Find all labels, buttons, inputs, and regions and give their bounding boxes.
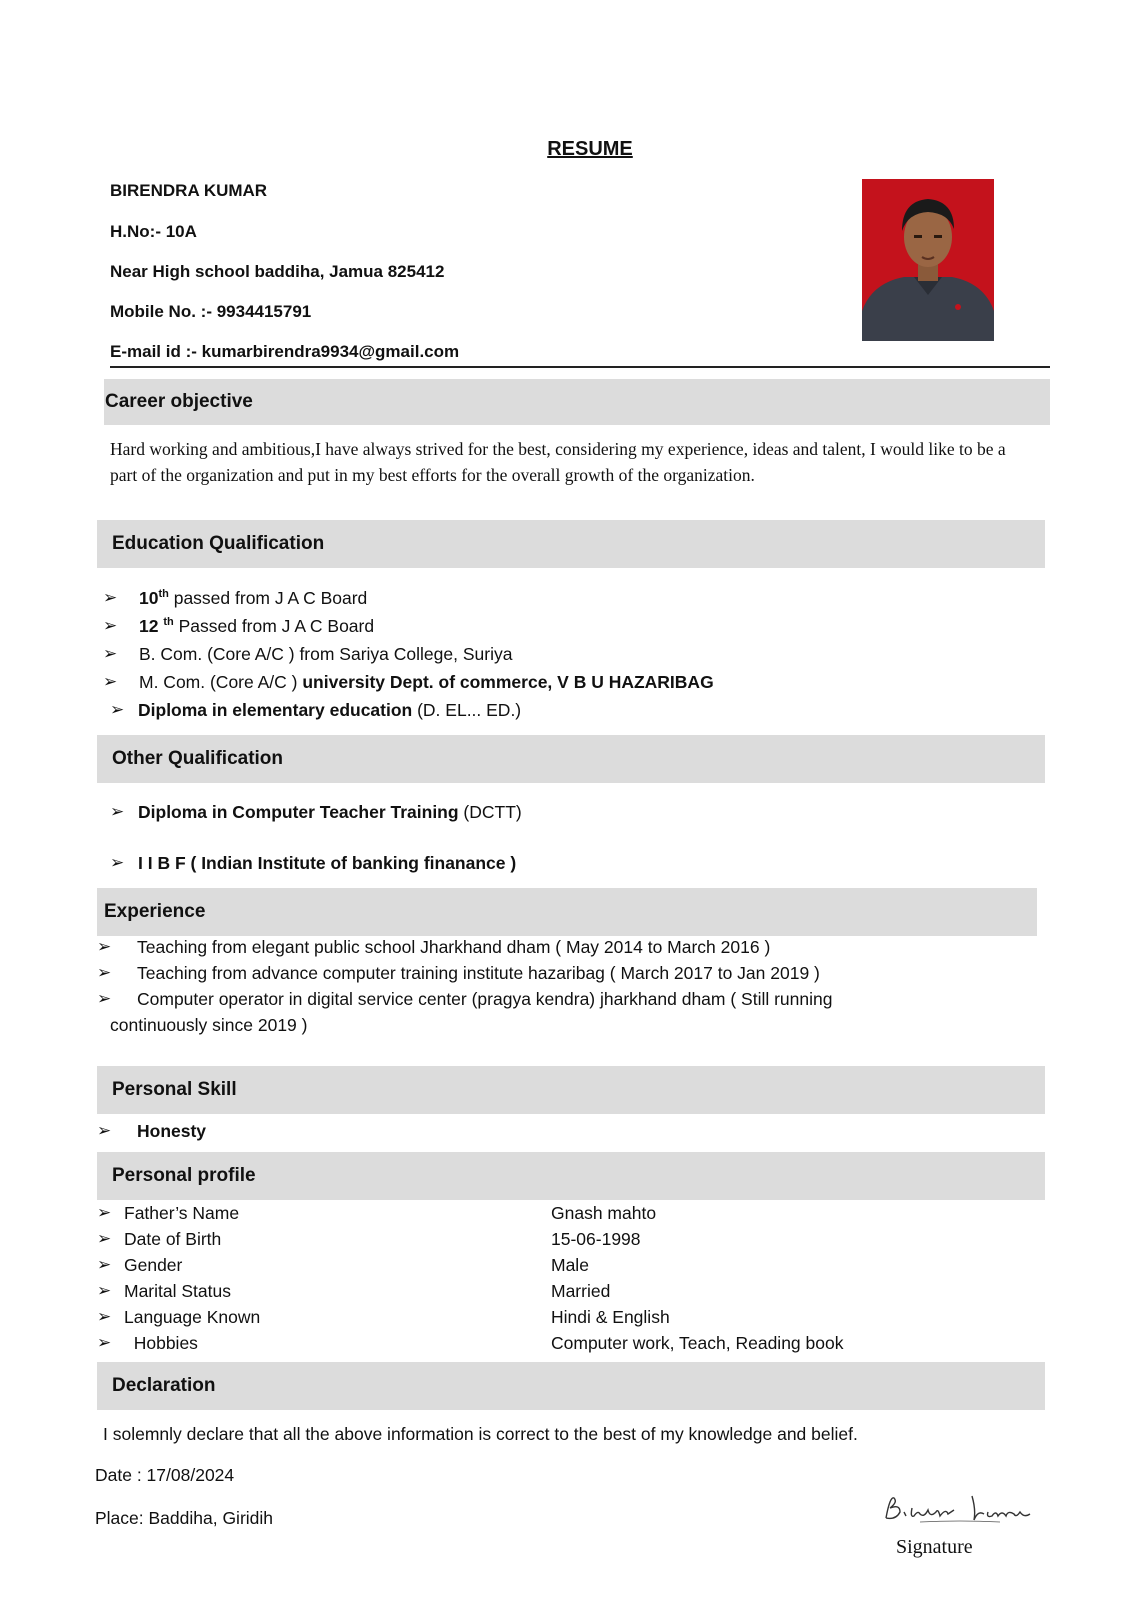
arrowhead-bullet-icon: ➢ — [97, 963, 112, 982]
arrowhead-bullet-icon: ➢ — [103, 588, 118, 607]
arrowhead-bullet-icon: ➢ — [103, 616, 118, 635]
education-heading-label: Education Qualification — [112, 533, 325, 554]
arrowhead-bullet-icon: ➢ — [110, 700, 125, 719]
address: Near High school baddiha, Jamua 825412 — [110, 262, 445, 281]
education-item-text: M. Com. (Core A/C ) — [139, 672, 303, 692]
career-objective-heading-label: Career objective — [105, 391, 253, 412]
arrowhead-bullet-icon: ➢ — [97, 1333, 112, 1352]
experience-item — [97, 937, 770, 958]
declaration-date: Date : 17/08/2024 — [95, 1465, 235, 1485]
arrowhead-bullet-icon: ➢ — [97, 1121, 112, 1140]
education-item — [103, 644, 512, 665]
career-objective-heading — [104, 379, 1050, 425]
other-qualification-heading-label: Other Qualification — [112, 748, 284, 769]
experience-continuation: continuously since 2019 ) — [110, 1015, 308, 1035]
experience-item — [97, 963, 820, 984]
declaration-text: I solemnly declare that all the above information is correct to the best of my knowledge and belief. — [103, 1424, 858, 1444]
other-qualification-item — [110, 802, 522, 823]
profile-value: Gnash mahto — [551, 1203, 657, 1223]
other-qualification-text: (DCTT) — [458, 802, 522, 822]
profile-row — [97, 1255, 182, 1276]
experience-heading — [97, 888, 1037, 936]
skill-item — [97, 1121, 206, 1142]
arrowhead-bullet-icon: ➢ — [110, 802, 125, 821]
experience-item-text: Teaching from advance computer training institute hazaribag ( March 2017 to Jan 2019 ) — [137, 963, 820, 983]
education-item — [103, 672, 714, 693]
education-item-text: passed from J A C Board — [168, 588, 368, 608]
profile-label: Father’s Name — [124, 1203, 240, 1223]
arrowhead-bullet-icon: ➢ — [110, 853, 125, 872]
profile-photo — [862, 179, 994, 341]
other-qualification-bold: I I B F ( Indian Institute of banking finanance ) — [138, 853, 517, 873]
personal-skill-heading-label: Personal Skill — [112, 1079, 237, 1100]
other-qualification-bold: Diploma in Computer Teacher Training — [138, 802, 459, 822]
handwritten-signature — [880, 1490, 1040, 1526]
personal-profile-heading-label: Personal profile — [112, 1165, 256, 1186]
personal-profile-heading — [97, 1152, 1045, 1200]
career-objective-text: Hard working and ambitious,I have always strived for the best, considering my experience, ideas and talent, I would like to be a part of the organization and put in my best efforts for the overall growth of the organization. — [110, 439, 1006, 485]
profile-row — [97, 1203, 239, 1224]
profile-row — [97, 1333, 198, 1354]
education-item-bold: Diploma in elementary education — [138, 700, 413, 720]
education-item — [110, 700, 521, 721]
resume-title: RESUME — [547, 138, 633, 160]
declaration-heading — [97, 1362, 1045, 1410]
candidate-name: BIRENDRA KUMAR — [110, 181, 268, 200]
education-item-bold: university Dept. of commerce, V B U HAZARIBAG — [302, 672, 714, 692]
profile-label: Language Known — [124, 1307, 261, 1327]
personal-skill-heading — [97, 1066, 1045, 1114]
header-divider — [110, 366, 1050, 368]
arrowhead-bullet-icon: ➢ — [103, 672, 118, 691]
profile-label: Date of Birth — [124, 1229, 222, 1249]
arrowhead-bullet-icon: ➢ — [97, 1281, 112, 1300]
education-item-lead: 10 — [139, 588, 159, 608]
arrowhead-bullet-icon: ➢ — [97, 1307, 112, 1326]
profile-value: Married — [551, 1281, 611, 1301]
profile-value: Hindi & English — [551, 1307, 670, 1327]
arrowhead-bullet-icon: ➢ — [97, 1255, 112, 1274]
profile-row — [97, 1281, 231, 1302]
profile-row — [97, 1229, 221, 1250]
profile-label: Marital Status — [124, 1281, 231, 1301]
other-qualification-heading — [97, 735, 1045, 783]
education-heading — [97, 520, 1045, 568]
profile-row — [97, 1307, 260, 1328]
email-address: E-mail id :- kumarbirendra9934@gmail.com — [110, 342, 460, 361]
profile-value: Computer work, Teach, Reading book — [551, 1333, 844, 1353]
arrowhead-bullet-icon: ➢ — [97, 937, 112, 956]
mobile-number: Mobile No. :- 9934415791 — [110, 302, 312, 321]
experience-item — [97, 989, 833, 1010]
education-item-sup: th — [163, 616, 174, 629]
profile-value: Male — [551, 1255, 589, 1275]
house-number: H.No:- 10A — [110, 222, 197, 241]
arrowhead-bullet-icon: ➢ — [97, 1203, 112, 1222]
experience-item-text: Computer operator in digital service center (pragya kendra) jharkhand dham ( Still running — [137, 989, 833, 1009]
profile-label: Hobbies — [124, 1333, 198, 1353]
education-item — [103, 616, 374, 637]
education-item — [103, 588, 367, 609]
skill-item-text: Honesty — [137, 1121, 207, 1141]
education-item-lead: 12 — [139, 616, 164, 636]
education-item-text: (D. EL... ED.) — [412, 700, 522, 720]
profile-value: 15-06-1998 — [551, 1229, 641, 1249]
experience-heading-label: Experience — [104, 901, 206, 922]
education-item-sup: th — [158, 588, 169, 601]
arrowhead-bullet-icon: ➢ — [97, 1229, 112, 1248]
arrowhead-bullet-icon: ➢ — [103, 644, 118, 663]
declaration-heading-label: Declaration — [112, 1375, 216, 1396]
education-item-text: B. Com. (Core A/C ) from Sariya College, Suriya — [139, 644, 513, 664]
signature-label: Signature — [896, 1536, 973, 1558]
declaration-place: Place: Baddiha, Giridih — [95, 1508, 274, 1528]
experience-item-text: Teaching from elegant public school Jharkhand dham ( May 2014 to March 2016 ) — [137, 937, 771, 957]
other-qualification-item — [110, 853, 516, 874]
education-item-text: Passed from J A C Board — [173, 616, 375, 636]
arrowhead-bullet-icon: ➢ — [97, 989, 112, 1008]
profile-label: Gender — [124, 1255, 183, 1275]
